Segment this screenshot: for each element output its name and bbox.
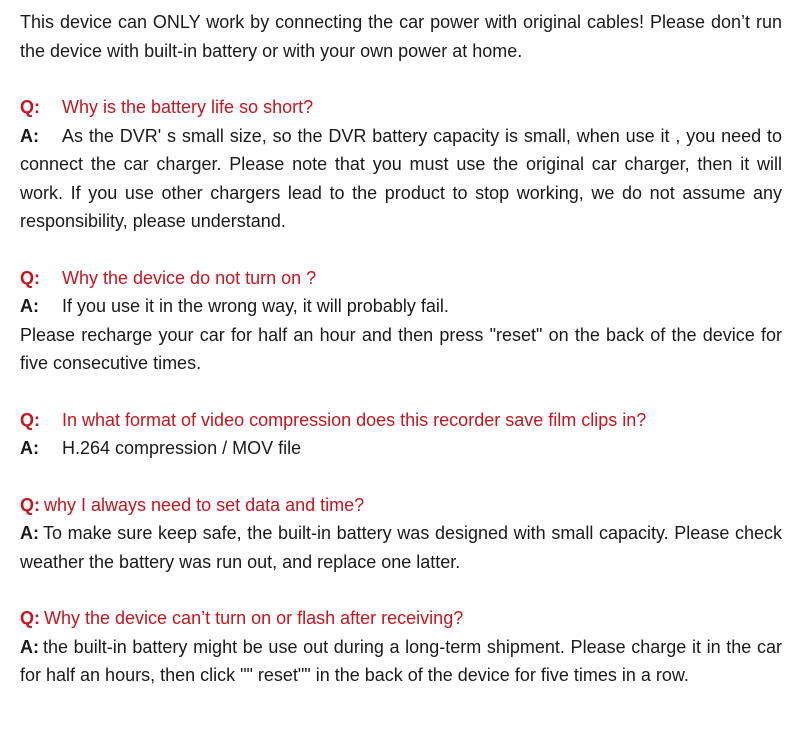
question-text: Why the device do not turn on ? <box>62 267 317 288</box>
question-label: Q: <box>20 409 40 430</box>
question-label: Q: <box>20 608 40 628</box>
answer-label: A: <box>20 523 39 543</box>
faq-item-flash-after-receiving <box>20 604 782 690</box>
question-label: Q: <box>20 267 40 288</box>
faq-answer <box>20 292 782 321</box>
faq-item-video-format <box>20 406 782 463</box>
faq-answer <box>20 434 782 463</box>
question-text: In what format of video compression does this recorder save film clips in? <box>62 409 647 430</box>
faq-question <box>20 491 782 520</box>
faq-item-date-time <box>20 491 782 577</box>
question-label: Q: <box>20 494 40 515</box>
faq-question <box>20 604 782 633</box>
faq-answer <box>20 633 782 690</box>
answer-text: If you use it in the wrong way, it will probably fail. <box>62 296 449 316</box>
answer-text: To make sure keep safe, the built-in battery was designed with small capacity. Please check weather the battery was run out, and replace one latter. <box>20 523 782 572</box>
answer-text: H.264 compression / MOV file <box>62 438 302 458</box>
faq-question <box>20 406 782 435</box>
answer-label: A: <box>20 125 39 146</box>
question-label: Q: <box>20 97 40 117</box>
answer-label: A: <box>20 636 39 657</box>
intro-warning: This device can ONLY work by connecting the car power with original cables! Please don’t run the device with built-in battery or with your own power at home. <box>20 12 782 61</box>
question-text: Why is the battery life so short? <box>62 97 314 117</box>
faq-question <box>20 264 782 293</box>
faq-answer <box>20 122 782 236</box>
faq-question <box>20 93 782 122</box>
question-text: Why the device can’t turn on or flash after receiving? <box>44 608 464 628</box>
faq-item-battery-life <box>20 93 782 236</box>
faq-item-turn-on <box>20 264 782 378</box>
answer-text: the built-in battery might be use out during a long-term shipment. Please charge it in the car for half an hours, then click "" reset"" in the back of the device for five times in a row. <box>20 636 782 685</box>
answer-label: A: <box>20 296 39 316</box>
answer-continuation: Please recharge your car for half an hour and then press "reset" on the back of the device for five consecutive times. <box>20 324 782 373</box>
answer-text: As the DVR' s small size, so the DVR battery capacity is small, when use it , you need to connect the car charger. Please note that you must use the original car charger, then it will work. If you use other chargers lead to the product to stop working, we do not assume any responsibility, please understand. <box>20 125 782 231</box>
faq-answer <box>20 519 782 576</box>
answer-label: A: <box>20 438 39 458</box>
question-text: why I always need to set data and time? <box>44 494 365 515</box>
